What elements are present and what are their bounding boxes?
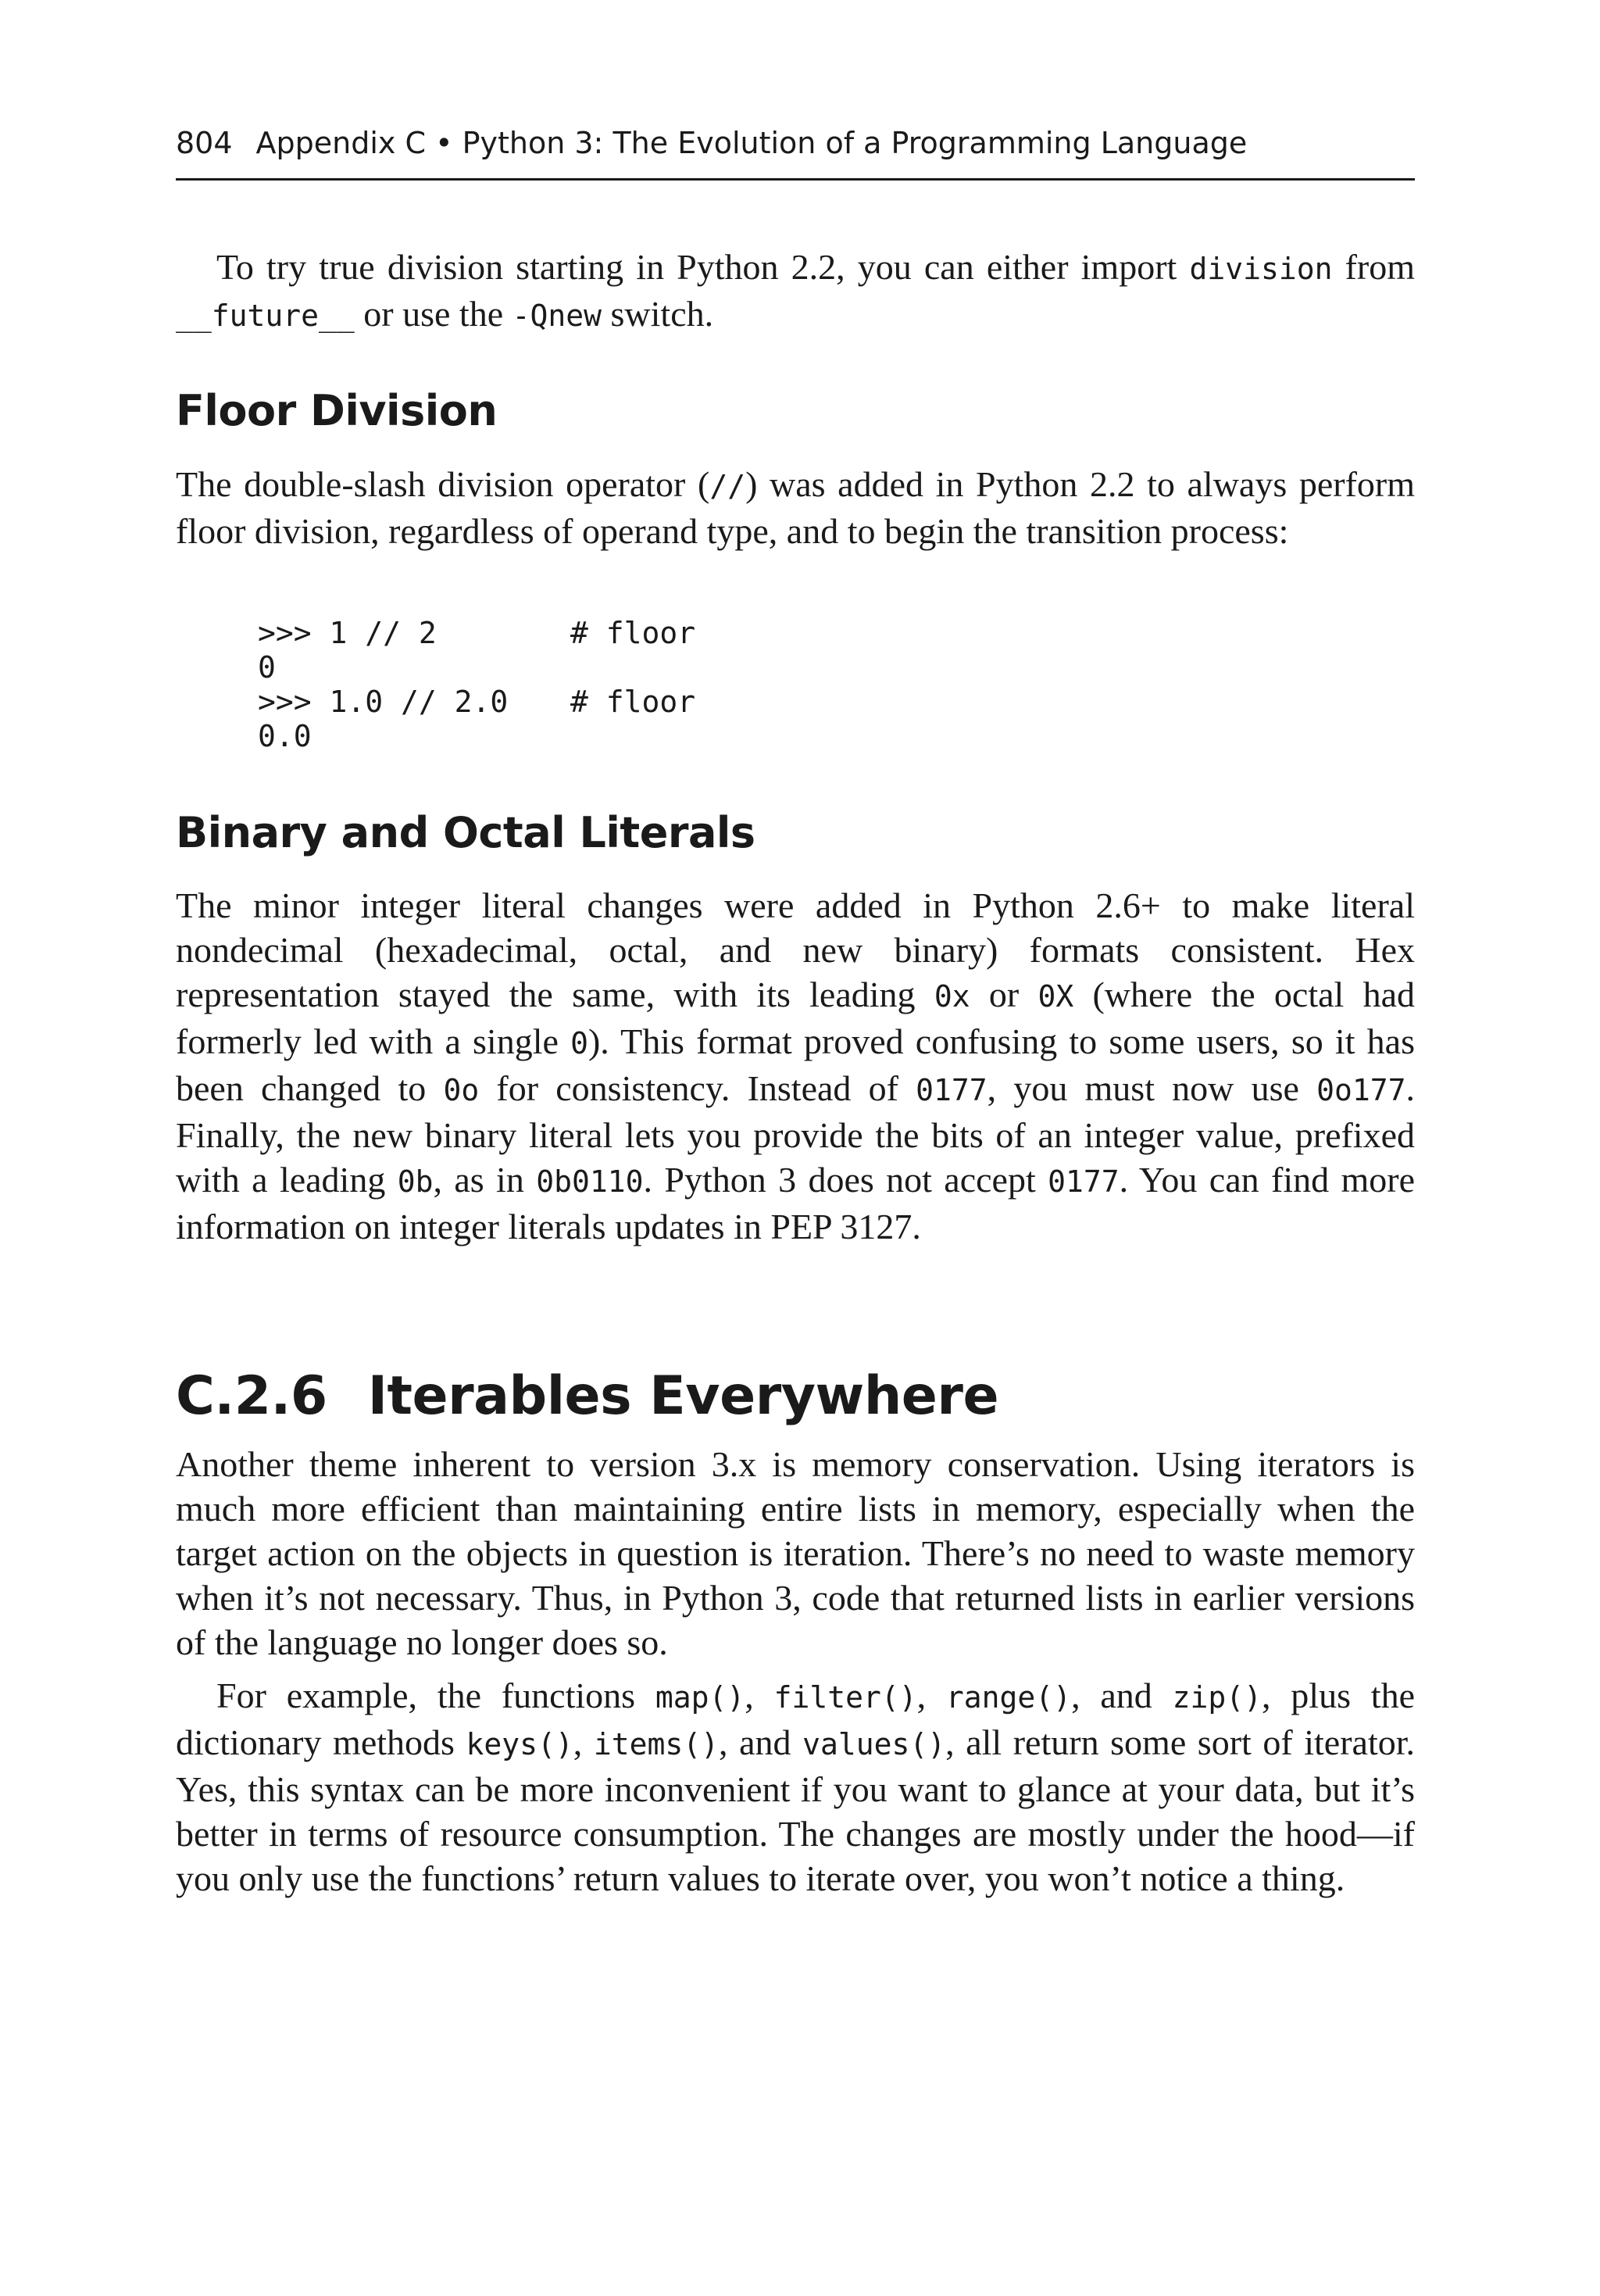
text-run: . Finally, the new binary literal lets you provide the bits of an integer value, prefixed with a leading <box>176 1068 1415 1200</box>
inline-code: 0X <box>1038 979 1074 1014</box>
text-run: , and <box>1071 1676 1173 1715</box>
inline-code: map() <box>655 1680 745 1715</box>
section-number: C.2.6 <box>176 1365 327 1427</box>
code-line <box>258 650 695 685</box>
inline-code: // <box>709 469 746 503</box>
inline-code: filter() <box>773 1680 917 1715</box>
running-title: Appendix C • Python 3: The Evolution of a Programming Language <box>255 126 1248 160</box>
text-run: . Python 3 does not accept <box>643 1160 1048 1200</box>
text-run: . You can find more information on integer literals updates in PEP 3127. <box>176 1160 1416 1246</box>
inline-code: values() <box>802 1727 946 1761</box>
inline-code: __future__ <box>176 299 355 333</box>
code-line <box>258 616 695 650</box>
inline-code: keys() <box>466 1727 573 1761</box>
code-output: 0.0 <box>258 719 312 753</box>
text-run: For example, the functions <box>216 1676 655 1715</box>
iterables-paragraph-2 <box>176 1673 1415 1901</box>
text-run: The minor integer literal changes were added in Python 2.6+ to make literal nondecimal (hexadecimal, octal, and new binary) formats consistent. Hex representation stayed the same, with its leading <box>176 885 1415 1014</box>
text-run: , all return some sort of iterator. Yes, this syntax can be more inconvenient if you want to glance at your data, but it’s better in terms of resource consumption. The changes are mostly under the hood—if you only use the functions’ return values to iterate over, you won’t notice a thing. <box>176 1722 1416 1898</box>
floor-division-heading: Floor Division <box>176 386 498 435</box>
iterables-section-heading <box>176 1365 998 1428</box>
text-run: from <box>1332 247 1415 287</box>
inline-code: 0177 <box>916 1073 988 1107</box>
inline-code: division <box>1189 252 1333 286</box>
text-run: , as in <box>433 1160 537 1200</box>
text-run: ) was added in Python 2.2 to always perform floor division, regardless of operand type, and to begin the transition process: <box>176 464 1415 551</box>
floor-division-code-block <box>258 616 695 753</box>
text-run: To try true division starting in Python 2.2, you can either import <box>216 247 1190 287</box>
header-rule <box>176 178 1415 181</box>
code-command: >>> 1.0 // 2.0 <box>258 685 509 719</box>
text-run: (where the octal had formerly led with a single <box>176 975 1415 1061</box>
binary-octal-paragraph <box>176 883 1415 1249</box>
text-run: ). This format proved confusing to some users, so it has been changed to <box>176 1021 1415 1108</box>
code-line <box>258 719 695 753</box>
section-title: Iterables Everywhere <box>367 1365 999 1427</box>
inline-code: -Qnew <box>512 299 602 333</box>
inline-code: range() <box>945 1680 1072 1715</box>
inline-code: zip() <box>1172 1680 1262 1715</box>
text-run: , you must now use <box>987 1068 1317 1108</box>
inline-code: 0b0110 <box>536 1164 644 1199</box>
text-run: or <box>970 975 1038 1014</box>
text-run: , <box>916 1676 946 1715</box>
code-line <box>258 685 695 719</box>
inline-code: 0177 <box>1048 1164 1120 1199</box>
binary-octal-heading: Binary and Octal Literals <box>176 808 755 857</box>
inline-code: 0b <box>397 1164 434 1199</box>
inline-code: 0 <box>570 1026 588 1060</box>
inline-code: 0o <box>443 1073 480 1107</box>
text-run: switch. <box>602 294 714 334</box>
code-comment: # floor <box>570 616 696 650</box>
text-run: for consistency. Instead of <box>479 1068 916 1108</box>
text-run: , plus the dictionary methods <box>176 1676 1416 1762</box>
inline-code: items() <box>593 1727 720 1761</box>
intro-paragraph <box>176 245 1415 338</box>
text-run: The double-slash division operator ( <box>176 464 710 504</box>
code-comment: # floor <box>570 685 696 719</box>
text-run: , <box>573 1722 594 1762</box>
floor-division-paragraph <box>176 462 1415 553</box>
running-header <box>176 123 1415 163</box>
text-run: or use the <box>354 294 512 334</box>
inline-code: 0o177 <box>1316 1073 1406 1107</box>
text-run: , <box>745 1676 774 1715</box>
inline-code: 0x <box>934 979 970 1014</box>
text-run: , and <box>719 1722 803 1762</box>
code-output: 0 <box>258 650 276 685</box>
page-number: 804 <box>176 126 233 160</box>
iterables-paragraph-1: Another theme inherent to version 3.x is memory conservation. Using iterators is much more efficient than maintaining entire lists in memory, especially when the target action on the objects in question is iteration. There’s no need to waste memory when it’s not necessary. Thus, in Python 3, code that returned lists in earlier versions of the language no longer does so. <box>176 1444 1415 1662</box>
code-command: >>> 1 // 2 <box>258 616 437 650</box>
